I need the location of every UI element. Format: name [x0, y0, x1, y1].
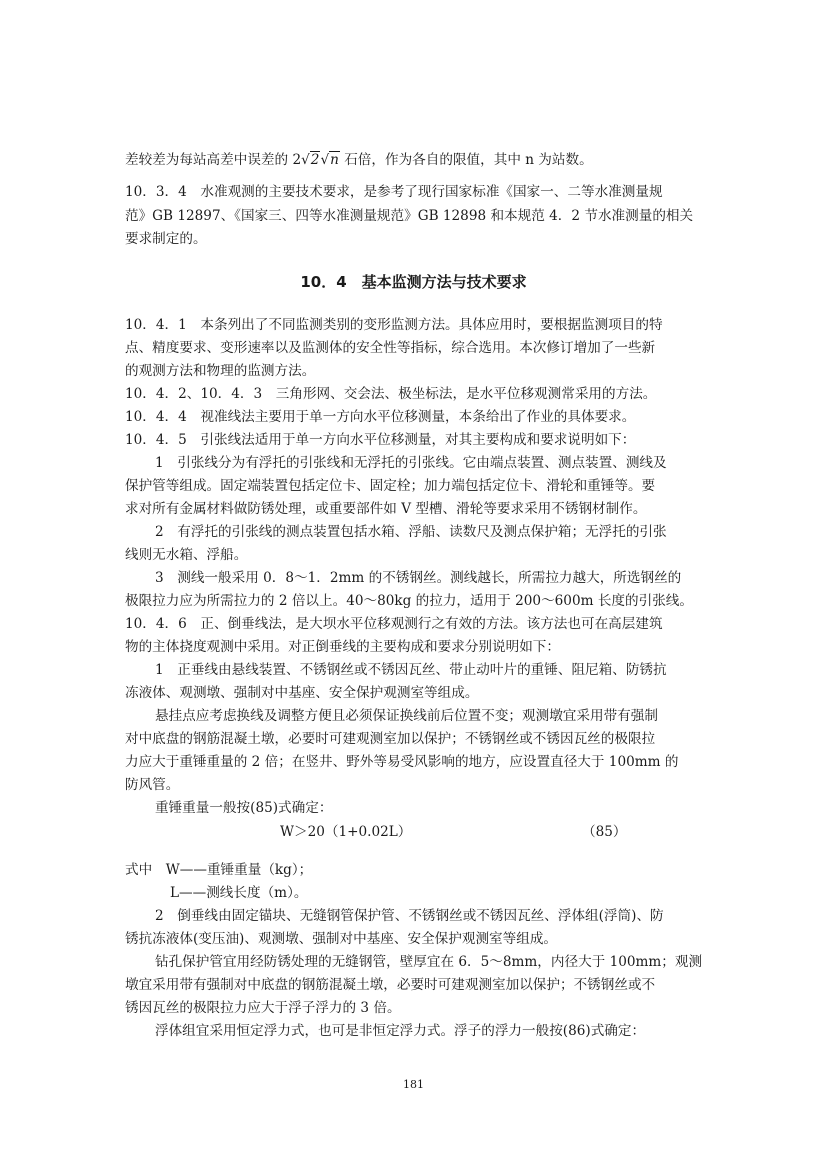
paragraph-line: 物的主体挠度观测中采用。对正倒垂线的主要构成和要求分别说明如下： — [125, 639, 560, 655]
paragraph-line: 点、精度要求、变形速率以及监测体的安全性等指标，综合选用。本次修订增加了一些新 — [125, 340, 656, 356]
paragraph-line: 10．4．4 视准线法主要用于单一方向水平位移测量，本条给出了作业的具体要求。 — [125, 409, 636, 425]
paragraph-line: 10．3．4 水准观测的主要技术要求，是参考了现行国家标准《国家一、二等水准测量规 — [125, 184, 663, 200]
paragraph-line: 10．4．6 正、倒垂线法，是大坝水平位移观测行之有效的方法。该方法也可在高层建筑 — [125, 616, 663, 632]
paragraph-line: 10．4．5 引张线法适用于单一方向水平位移测量，对其主要构成和要求说明如下： — [125, 432, 636, 448]
paragraph-line: 线则无水箱、浮船。 — [125, 547, 248, 563]
paragraph-line: 求对所有金属材料做防锈处理，或重要部件如 V 型槽、滑轮等要求采用不锈钢材制作。 — [125, 501, 647, 517]
paragraph-line: 要求制定的。 — [125, 231, 207, 247]
section-title: 10．4 基本监测方法与技术要求 — [300, 273, 527, 291]
paragraph-line: 3 测线一般采用 0．8～1．2mm 的不锈钢丝。测线越长，所需拉力越大，所选钢丝的 — [155, 570, 682, 586]
paragraph-line: 力应大于重锤重量的 2 倍；在竖井、野外等易受风影响的地方，应设置直径大于 100mm 的 — [125, 754, 679, 770]
paragraph-line: 极限拉力应为所需拉力的 2 倍以上。40～80kg 的拉力，适用于 200～600m 长度的引张线。 — [125, 593, 693, 609]
paragraph-line: 浮体组宜采用恒定浮力式，也可是非恒定浮力式。浮子的浮力一般按(86)式确定： — [155, 1023, 646, 1039]
paragraph-line: 差较差为每站高差中误差的 2√2√n 石倍，作为各自的限值，其中 n 为站数。 — [125, 152, 593, 168]
sqrt-expression: √2√n — [301, 152, 339, 168]
paragraph-line: 防风管。 — [125, 777, 180, 793]
paragraph-line: 钻孔保护管宜用经防锈处理的无缝钢管，壁厚宜在 6．5～8mm，内径大于 100mm；观测 — [155, 954, 703, 970]
paragraph-line: 范》GB 12897、《国家三、四等水准测量规范》GB 12898 和本规范 4．2 节水准测量的相关 — [125, 208, 694, 224]
paragraph-line: 墩宜采用带有强制对中底盘的钢筋混凝土墩，必要时可建观测室加以保护；不锈钢丝或不 — [125, 977, 656, 993]
paragraph-line: 10．4．2、10．4．3 三角形网、交会法、极坐标法，是水平位移观测常采用的方法。 — [125, 386, 657, 402]
paragraph-line: L——测线长度（m）。 — [170, 885, 308, 901]
paragraph-line: 重锤重量一般按(85)式确定： — [155, 800, 333, 816]
paragraph-line: 2 倒垂线由固定锚块、无缝钢管保护管、不锈钢丝或不锈因瓦丝、浮体组(浮筒)、防 — [155, 908, 664, 924]
paragraph-line: 保护管等组成。固定端装置包括定位卡、固定栓；加力端包括定位卡、滑轮和重锤等。要 — [125, 478, 656, 494]
page-number: 181 — [403, 1078, 424, 1091]
paragraph-line: 式中 W——重锤重量（kg）； — [125, 862, 313, 878]
paragraph-line: 锈因瓦丝的极限拉力应大于浮子浮力的 3 倍。 — [125, 1000, 401, 1016]
formula-number: （85） — [582, 824, 627, 840]
paragraph-line: 1 正垂线由悬线装置、不锈钢丝或不锈因瓦丝、带止动叶片的重锤、阻尼箱、防锈抗 — [155, 662, 667, 678]
paragraph-line: 的观测方法和物理的监测方法。 — [125, 363, 316, 379]
paragraph-line: 悬挂点应考虑换线及调整方便且必须保证换线前后位置不变；观测墩宜采用带有强制 — [155, 708, 658, 724]
paragraph-line: 2 有浮托的引张线的测点装置包括水箱、浮船、读数尺及测点保护箱；无浮托的引张 — [155, 524, 667, 540]
formula-expression: W＞20（1+0.02L） — [280, 824, 412, 840]
paragraph-line: 对中底盘的钢筋混凝土墩，必要时可建观测室加以保护；不锈钢丝或不锈因瓦丝的极限拉 — [125, 731, 656, 747]
paragraph-line: 1 引张线分为有浮托的引张线和无浮托的引张线。它由端点装置、测点装置、测线及 — [155, 455, 667, 471]
paragraph-line: 冻液体、观测墩、强制对中基座、安全保护观测室等组成。 — [125, 685, 479, 701]
paragraph-line: 10．4．1 本条列出了不同监测类别的变形监测方法。具体应用时，要根据监测项目的特 — [125, 317, 663, 333]
paragraph-line: 锈抗冻液体(变压油)、观测墩、强制对中基座、安全保护观测室等组成。 — [125, 931, 558, 947]
